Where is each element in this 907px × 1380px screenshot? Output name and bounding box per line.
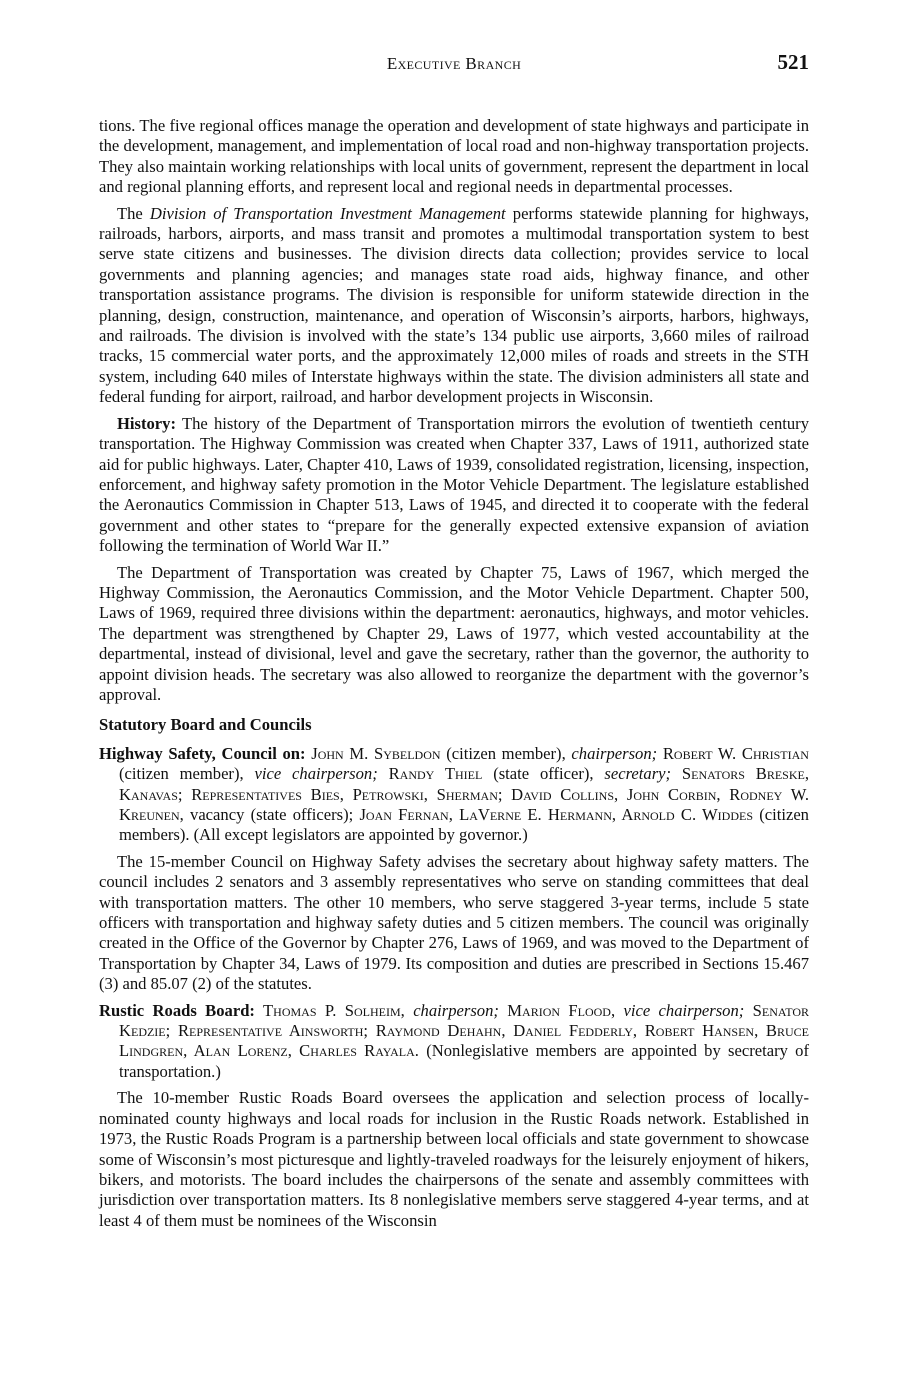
rustic-roads-label: Rustic Roads Board: (99, 1000, 255, 1020)
paragraph-history: History: The history of the Department of Transportation mirrors the evolution of twentieth century transportation. The Highway Commission was created when Chapter 337, Laws of 1911, authorized state aid for public highways. Later, Chapter 410, Laws of 1939, consolidated registration, licensing, inspection, enforcement, and highway safety promotion in the Motor Vehicle Department. The legislature established the Aeronautics Commission in Chapter 513, Laws of 1945, and directed it to cooperate with the federal government and other states to “prepare for the generally expected extensive expansion of aviation following the termination of World War II.” (99, 413, 809, 556)
history-label: History: (117, 413, 176, 433)
running-head: Executive Branch (386, 54, 522, 73)
division-name: Division of Transportation Investment Management (149, 203, 506, 223)
section-heading: Statutory Board and Councils (99, 715, 312, 735)
page-header (99, 52, 809, 76)
highway-safety-entry: Highway Safety, Council on: John M. Sybeldon (citizen member), chairperson; Robert W. Christian (citizen member), vice chairperson; Randy Thiel (state officer), secretary; Senators Breske, Kanavas; Representatives Bies, Petrowski, Sherman; David Collins, John Corbin, Rodney W. Kreunen, vacancy (state officers); Joan Fernan, LaVerne E. Hermann, Arnold C. Widdes (citizen members). (All except legislators are appointed by governor.) (99, 743, 809, 845)
highway-safety-label: Highway Safety, Council on: (99, 743, 306, 763)
paragraph-department-creation: The Department of Transportation was created by Chapter 75, Laws of 1967, which merged the Highway Commission, the Aeronautics Commission, and the Motor Vehicle Department. Chapter 500, Laws of 1969, required three divisions within the department: aeronautics, highways, and motor vehicles. The department was strengthened by Chapter 29, Laws of 1977, which vested accountability at the departmental, instead of divisional, level and gave the secretary, rather than the governor, the authority to appoint division heads. The secretary was also allowed to reorganize the department with the governor’s approval. (99, 562, 809, 704)
rustic-roads-entry: Rustic Roads Board: Thomas P. Solheim, chairperson; Marion Flood, vice chairperson; Senator Kedzie; Representative Ainsworth; Raymond Dehahn, Daniel Fedderly, Robert Hansen, Bruce Lindgren, Alan Lorenz, Charles Rayala. (Nonlegislative members are appointed by secretary of transportation.) (99, 1000, 810, 1081)
document-page (99, 52, 809, 1237)
page-number: 521 (777, 50, 809, 74)
paragraph-regional-offices: tions. The five regional offices manage the operation and development of state highways and participate in the development, management, and implementation of local road and non-highway transportation projects. They also maintain working relationships with local units of government, represent the department in local and regional planning efforts, and represent local and regional needs in departmental processes. (99, 116, 809, 197)
highway-safety-description: The 15-member Council on Highway Safety advises the secretary about highway safety matters. The council includes 2 senators and 3 assembly representatives who serve on standing committees that deal with transportation matters. The other 10 members, who serve staggered 3-year terms, include 5 state officers with transportation and highway safety duties and 5 citizen members. The council was originally created in the Office of the Governor by Chapter 276, Laws of 1969, and was moved to the Department of Transportation by Chapter 34, Laws of 1979. Its composition and duties are prescribed in Sections 15.467 (3) and 85.07 (2) of the statutes. (99, 851, 809, 994)
rustic-roads-description: The 10-member Rustic Roads Board oversees the application and selection process of locally-nominated county highways and local roads for inclusion in the Rustic Roads network. Established in 1973, the Rustic Roads Program is a partnership between local officials and state government to showcase some of Wisconsin’s most picturesque and lightly-traveled roadways for the leisurely enjoyment of hikers, bikers, and motorists. The board includes the chairpersons of the senate and assembly committees with jurisdiction over transportation matters. Its 8 nonlegislative members serve staggered 4-year terms, and at least 4 of them must be nominees of the Wisconsin (99, 1088, 809, 1230)
paragraph-investment-management: The Division of Transportation Investment Management performs statewide planning for highways, railroads, harbors, airports, and mass transit and promotes a multimodal transportation system to best serve state citizens and businesses. The division directs data collection; provides service to local governments and planning agencies; and manages state road aids, highway finance, and other transportation assistance programs. The division is responsible for uniform statewide direction in the planning, design, construction, maintenance, and operation of Wisconsin’s airports, harbors, highways, and railroads. The division is involved with the state’s 134 public use airports, 3,660 miles of railroad tracks, 15 commercial water ports, and the approximately 12,000 miles of roads and streets in the STH system, including 640 miles of Interstate highways within the state. The division administers all state and federal funding for airport, railroad, and harbor development projects in Wisconsin. (99, 203, 809, 407)
